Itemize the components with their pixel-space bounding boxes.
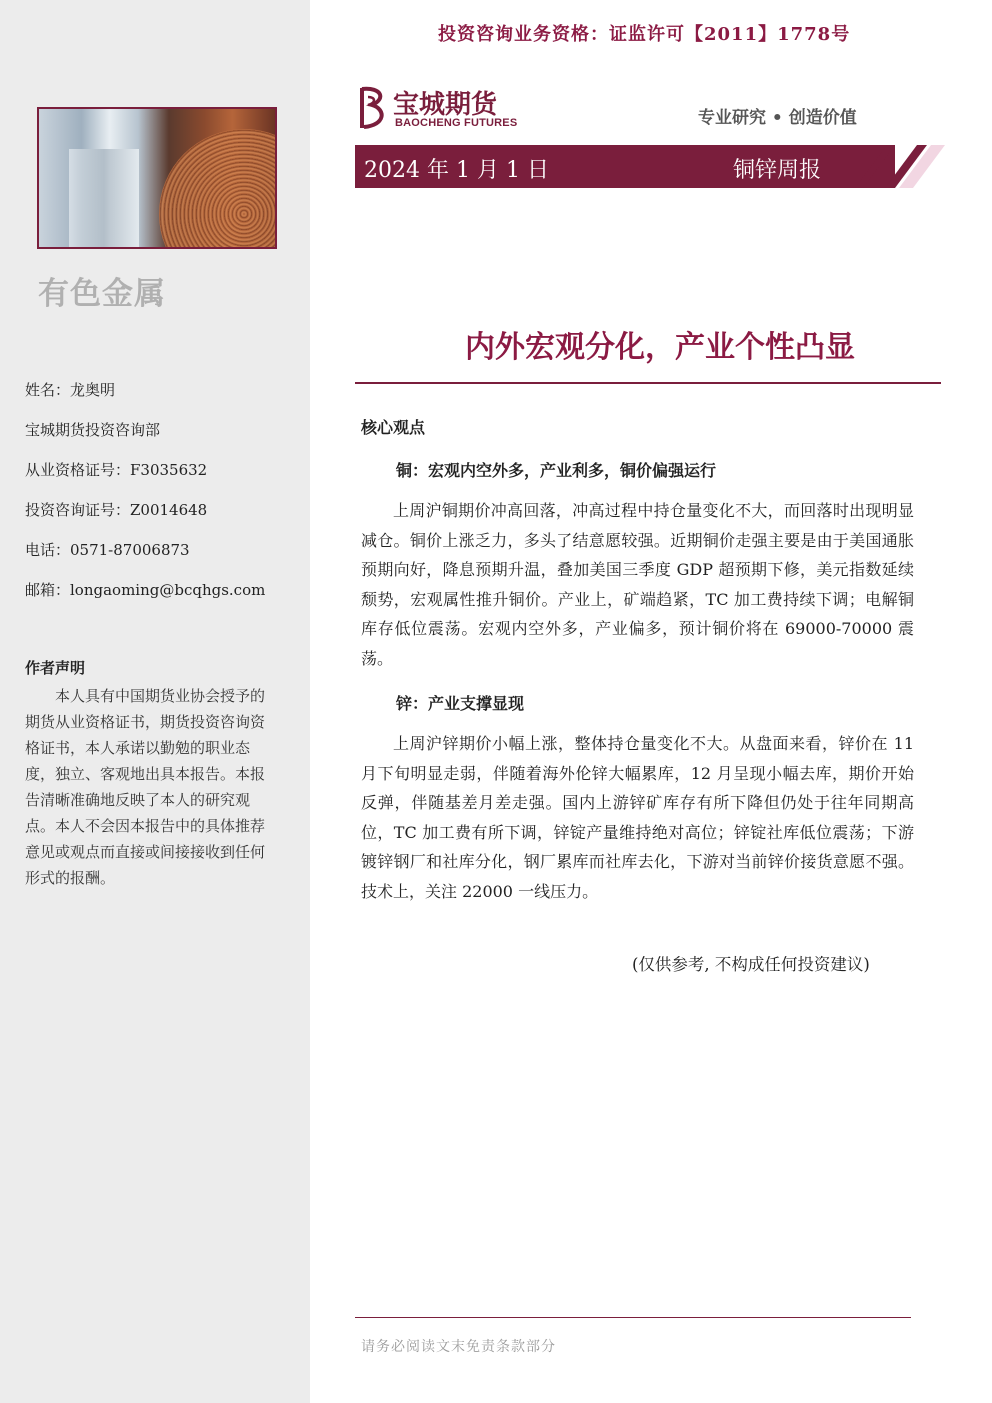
contact-department: 宝城期货投资咨询部 (25, 421, 161, 439)
zinc-paragraph: 上周沪锌期价小幅上涨，整体持仓量变化不大。从盘面来看，锌价在 11 月下旬明显走弱，伴随着海外伦锌大幅累库，12 月呈现小幅去库，期价开始反弹，伴随基差月差走强。国内上游锌矿库存有所下降但仍处于往年同期高位，TC 加工费有所下调，锌锭产量维持绝对高位；锌锭社库低位震荡；下游镀锌钢厂和社库分化，钢厂累库而社库去化，下游对当前锌价接货意愿不强。技术上，关注 22000 一线压力。 (361, 734, 914, 901)
logo-english: BAOCHENG FUTURES (395, 117, 518, 129)
license-text: 投资咨询业务资格：证监许可【2011】1778号 (438, 24, 851, 45)
contact-email[interactable]: 邮箱：longaoming@bcqhgs.com (25, 581, 266, 599)
sidebar (0, 0, 310, 1403)
zinc-subtitle: 锌：产业支撑显现 (396, 694, 525, 713)
contact-name: 姓名：龙奥明 (25, 381, 116, 399)
investment-note: (仅供参考, 不构成任何投资建议) (632, 955, 870, 974)
banner-stripes-decoration (855, 145, 945, 188)
cover-photo (37, 107, 277, 249)
photo-copper-coil (159, 129, 277, 249)
report-name: 铜锌周报 (733, 158, 822, 183)
declaration-body: 本人具有中国期货业协会授予的期货从业资格证书，期货投资咨询资格证书，本人承诺以勤勉的职业态度，独立、客观地出具本报告。本报告清晰准确地反映了本人的研究观点。本人不会因本报告中的具体推荐意见或观点而直接或间接接收到任何形式的报酬。 (25, 687, 266, 887)
photo-rod (69, 149, 139, 249)
report-headline: 内外宏观分化，产业个性凸显 (465, 330, 855, 365)
logo-chinese: 宝城期货 (393, 90, 498, 120)
report-date: 2024 年 1 月 1 日 (364, 158, 549, 183)
sector-label: 有色金属 (38, 276, 166, 312)
declaration-title: 作者声明 (25, 659, 86, 677)
slogan: 专业研究 • 创造价值 (698, 108, 857, 128)
baocheng-logo-icon (356, 85, 390, 131)
footer-disclaimer: 请务必阅读文末免责条款部分 (361, 1339, 556, 1355)
contact-phone: 电话：0571-87006873 (25, 541, 190, 559)
headline-divider (355, 382, 941, 384)
footer-divider (355, 1317, 911, 1318)
copper-paragraph: 上周沪铜期价冲高回落，冲高过程中持仓量变化不大，而回落时出现明显减仓。铜价上涨乏力，多头了结意愿较强。近期铜价走强主要是由于美国通胀预期向好，降息预期升温，叠加美国三季度 GDP 超预期下修，美元指数延续颓势，宏观属性推升铜价。产业上，矿端趋紧，TC 加工费持续下调；电解铜库存低位震荡。宏观内空外多，产业偏多，预计铜价将在 69000-70000 震荡。 (361, 501, 914, 668)
section-title-core-view: 核心观点 (361, 418, 426, 437)
contact-qualification-id: 从业资格证号：F3035632 (25, 461, 208, 479)
copper-subtitle: 铜：宏观内空外多，产业利多，铜价偏强运行 (396, 461, 717, 480)
contact-consulting-id: 投资咨询证号：Z0014648 (25, 501, 208, 519)
